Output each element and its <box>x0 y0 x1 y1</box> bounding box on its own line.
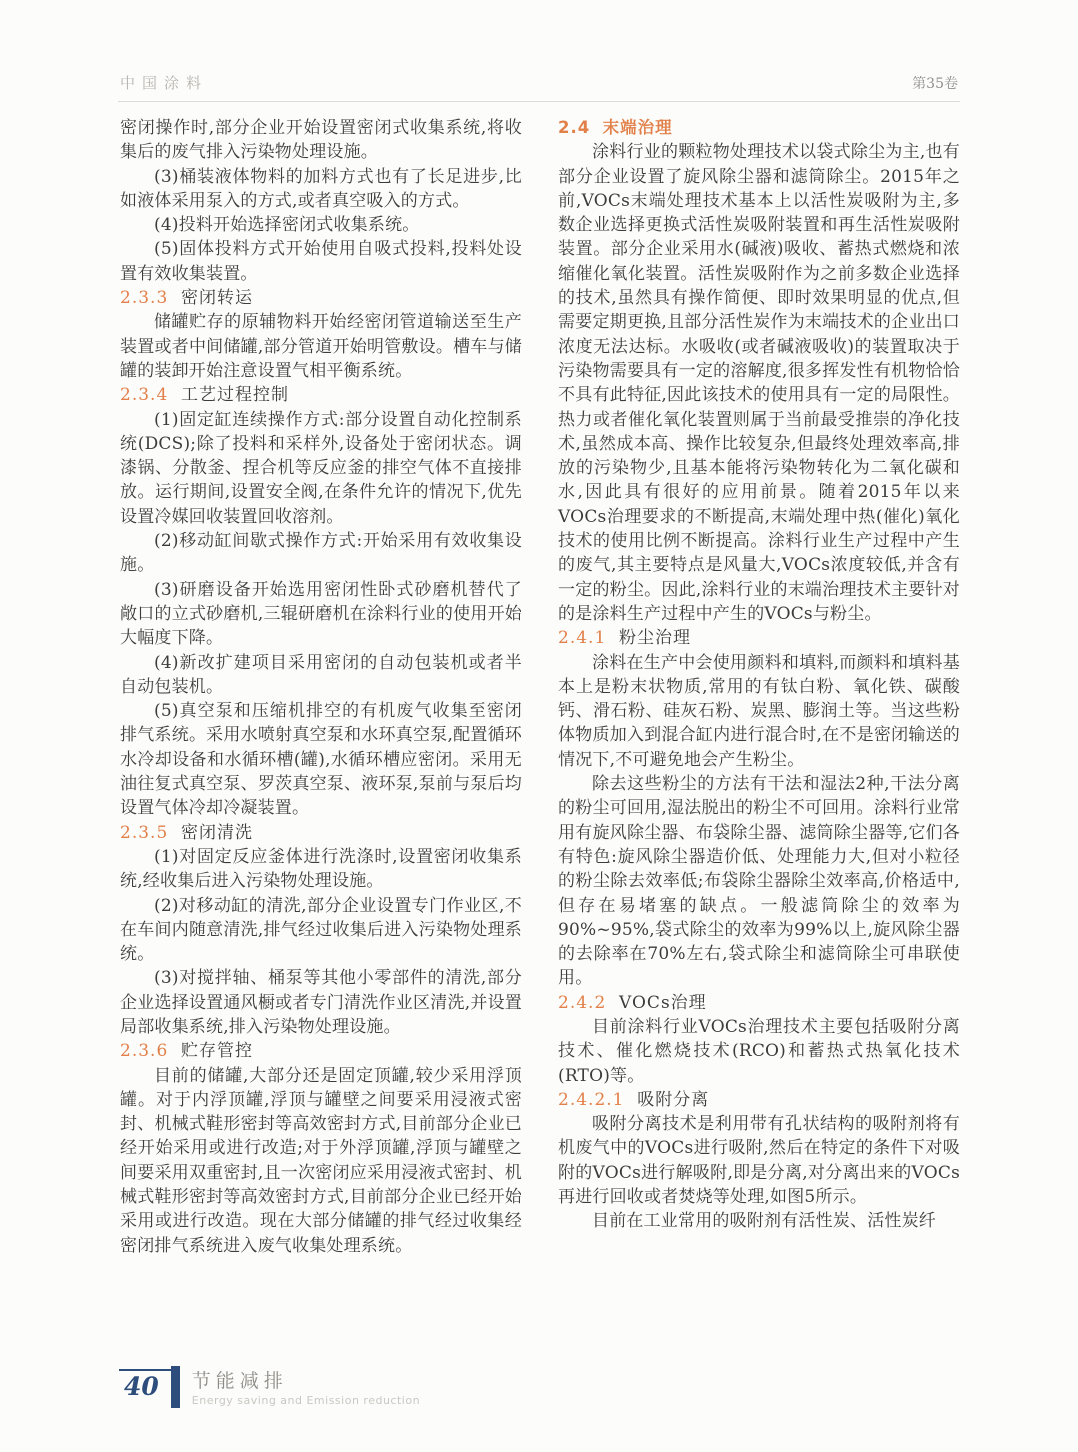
left-column <box>120 116 522 1258</box>
body-paragraph: (4)新改扩建项目采用密闭的自动包装机或者半自动包装机。 <box>120 652 522 697</box>
section-number: 2.4.1 <box>558 628 607 649</box>
body-paragraph: (1)固定缸连续操作方式:部分设置自动化控制系统(DCS);除了投料和采样外,设备处于密闭状态。调漆锅、分散釜、捏合机等反应釜的排空气体不直接排放。运行期间,设置安全阀,在条件允许的情况下,优先设置冷媒回收装置回收溶剂。 <box>120 409 522 527</box>
section-heading-2.3.4 <box>120 383 522 407</box>
body-paragraph: 目前的储罐,大部分还是固定顶罐,较少采用浮顶罐。对于内浮顶罐,浮顶与罐壁之间要采用浸液式密封、机械式鞋形密封等高效密封方式,目前部分企业已经开始采用或进行改造;对于外浮顶罐,浮顶与罐壁之间要采用双重密封,且一次密闭应采用浸液式密封、机械式鞋形密封等高效密封方式,目前部分企业已经开始采用或进行改造。现在大部分储罐的排气经过收集经密闭排气系统进入废气收集处理系统。 <box>120 1065 522 1256</box>
section-number: 2.3.6 <box>120 1041 169 1062</box>
body-paragraph: (2)移动缸间歇式操作方式:开始采用有效收集设施。 <box>120 531 522 576</box>
body-paragraph: (5)真空泵和压缩机排空的有机废气收集至密闭排气系统。采用水喷射真空泵和水环真空泵,配置循环水冷却设备和水循环槽(罐),水循环槽应密闭。采用无油往复式真空泵、罗茨真空泵、液环泵,泵前与泵后均设置气体冷却冷凝装置。 <box>120 701 522 819</box>
article-body <box>120 116 960 1258</box>
page-number: 40 <box>124 1372 159 1401</box>
body-paragraph: 密闭操作时,部分企业开始设置密闭式收集系统,将收集后的废气排入污染物处理设施。 <box>120 118 522 163</box>
section-heading-2.4.2 <box>558 991 960 1015</box>
body-paragraph: (1)对固定反应釜体进行洗涤时,设置密闭收集系统,经收集后进入污染物处理设施。 <box>120 846 522 892</box>
body-paragraph: (3)研磨设备开始选用密闭性卧式砂磨机替代了敞口的立式砂磨机,三辊研磨机在涂料行业的使用开始大幅度下降。 <box>120 579 522 649</box>
section-heading-2.3.6 <box>120 1039 522 1063</box>
footer-section-cn: 节能减排 <box>191 1370 288 1392</box>
section-heading-2.4.1 <box>558 626 960 650</box>
page-footer <box>119 1366 420 1408</box>
body-paragraph: (2)对移动缸的清洗,部分企业设置专门作业区,不在车间内随意清洗,排气经过收集后进入污染物处理系统。 <box>120 895 522 965</box>
section-title: 末端治理 <box>602 118 673 137</box>
right-column <box>558 116 960 1258</box>
body-paragraph: (4)投料开始选择密闭式收集系统。 <box>154 215 420 236</box>
journal-title: 中国涂料 <box>120 74 209 92</box>
section-number: 2.3.3 <box>120 288 169 309</box>
section-title: 贮存管控 <box>181 1041 254 1062</box>
body-paragraph: (3)桶装液体物料的加料方式也有了长足进步,比如液体采用泵入的方式,或者真空吸入的方式。 <box>120 166 522 211</box>
section-title: VOCs治理 <box>619 992 707 1013</box>
section-number: 2.3.4 <box>120 385 169 406</box>
section-number: 2.3.5 <box>120 822 169 843</box>
section-heading-2.3.3 <box>120 286 522 310</box>
body-paragraph: 目前在工业常用的吸附剂有活性炭、活性炭纤 <box>592 1211 936 1232</box>
body-paragraph: 吸附分离技术是利用带有孔状结构的吸附剂将有机废气中的VOCs进行吸附,然后在特定的条件下对吸附的VOCs进行解吸附,即是分离,对分离出来的VOCs再进行回收或者焚烧等处理,如图5所示。 <box>558 1114 960 1208</box>
page-number-box <box>119 1369 171 1401</box>
body-paragraph: 涂料行业的颗粒物处理技术以袋式除尘为主,也有部分企业设置了旋风除尘器和滤筒除尘。2015年之前,VOCs末端处理技术基本上以活性炭吸附为主,多数企业选择更换式活性炭吸附装置和再生活性炭吸附装置。部分企业采用水(碱液)吸收、蓄热式燃烧和浓缩催化氧化装置。活性炭吸附作为之前多数企业选择的技术,虽然具有操作简便、即时效果明显的优点,但需要定期更换,且部分活性炭作为末端技术的企业出口浓度无法达标。水吸收(或者碱液吸收)的装置取决于污染物需要具有一定的溶解度,很多挥发性有机物恰恰不具有此特征,因此该技术的使用具有一定的局限性。热力或者催化氧化装置则属于当前最受推崇的净化技术,虽然成本高、操作比较复杂,但最终处理效率高,排放的污染物少,且基本能将污染物转化为二氧化碳和水,因此具有很好的应用前景。随着2015年以来VOCs治理要求的不断提高,末端处理中热(催化)氧化技术的使用比例不断提高。涂料行业生产过程中产生的废气,其主要特点是风量大,VOCs浓度较低,并含有一定的粉尘。因此,涂料行业的末端治理技术主要针对的是涂料生产过程中产生的VOCs与粉尘。 <box>558 142 960 624</box>
footer-corner-bar <box>171 1366 180 1408</box>
section-number: 2.4 <box>558 118 591 137</box>
section-title: 吸附分离 <box>637 1089 710 1110</box>
section-title: 密闭转运 <box>181 288 254 309</box>
section-heading-2.4.2.1 <box>558 1088 960 1112</box>
section-title: 粉尘治理 <box>619 628 692 649</box>
section-title: 工艺过程控制 <box>181 385 290 406</box>
footer-section-title <box>192 1366 420 1407</box>
section-title: 密闭清洗 <box>181 822 254 843</box>
body-paragraph: (5)固体投料方式开始使用自吸式投料,投料处设置有效收集装置。 <box>120 239 522 284</box>
page-header <box>120 72 958 93</box>
body-paragraph: 目前涂料行业VOCs治理技术主要包括吸附分离技术、催化燃烧技术(RCO)和蓄热式热氧化技术(RTO)等。 <box>558 1016 960 1086</box>
volume-label: 第35卷 <box>912 76 958 92</box>
section-heading-2.3.5 <box>120 821 522 845</box>
section-heading-2.4 <box>558 116 960 140</box>
footer-section-en: Energy saving and Emission reduction <box>191 1394 421 1407</box>
header-divider <box>118 101 960 102</box>
body-paragraph: 除去这些粉尘的方法有干法和湿法2种,干法分离的粉尘可回用,湿法脱出的粉尘不可回用。涂料行业常用有旋风除尘器、布袋除尘器、滤筒除尘器等,它们各有特色:旋风除尘器造价低、处理能力大,但对小粒径的粉尘除去效率低;布袋除尘器除尘效率高,价格适中,但存在易堵塞的缺点。一般滤筒除尘的效率为90%~95%,袋式除尘的效率为99%以上,旋风除尘器的去除率在70%左右,袋式除尘和滤筒除尘可串联使用。 <box>558 774 960 989</box>
body-paragraph: 涂料在生产中会使用颜料和填料,而颜料和填料基本上是粉末状物质,常用的有钛白粉、氧化铁、碳酸钙、滑石粉、硅灰石粉、炭黑、膨润土等。当这些粉体物质加入到混合缸内进行混合时,在不是密闭输送的情况下,不可避免地会产生粉尘。 <box>558 652 960 770</box>
body-paragraph: (3)对搅拌轴、桶泵等其他小零部件的清洗,部分企业选择设置通风橱或者专门清洗作业区清洗,并设置局部收集系统,排入污染物处理设施。 <box>120 968 522 1037</box>
body-paragraph: 储罐贮存的原辅物料开始经密闭管道输送至生产装置或者中间储罐,部分管道开始明管敷设。槽车与储罐的装卸开始注意设置气相平衡系统。 <box>120 312 522 381</box>
section-number: 2.4.2.1 <box>558 1089 625 1110</box>
section-number: 2.4.2 <box>558 992 607 1013</box>
